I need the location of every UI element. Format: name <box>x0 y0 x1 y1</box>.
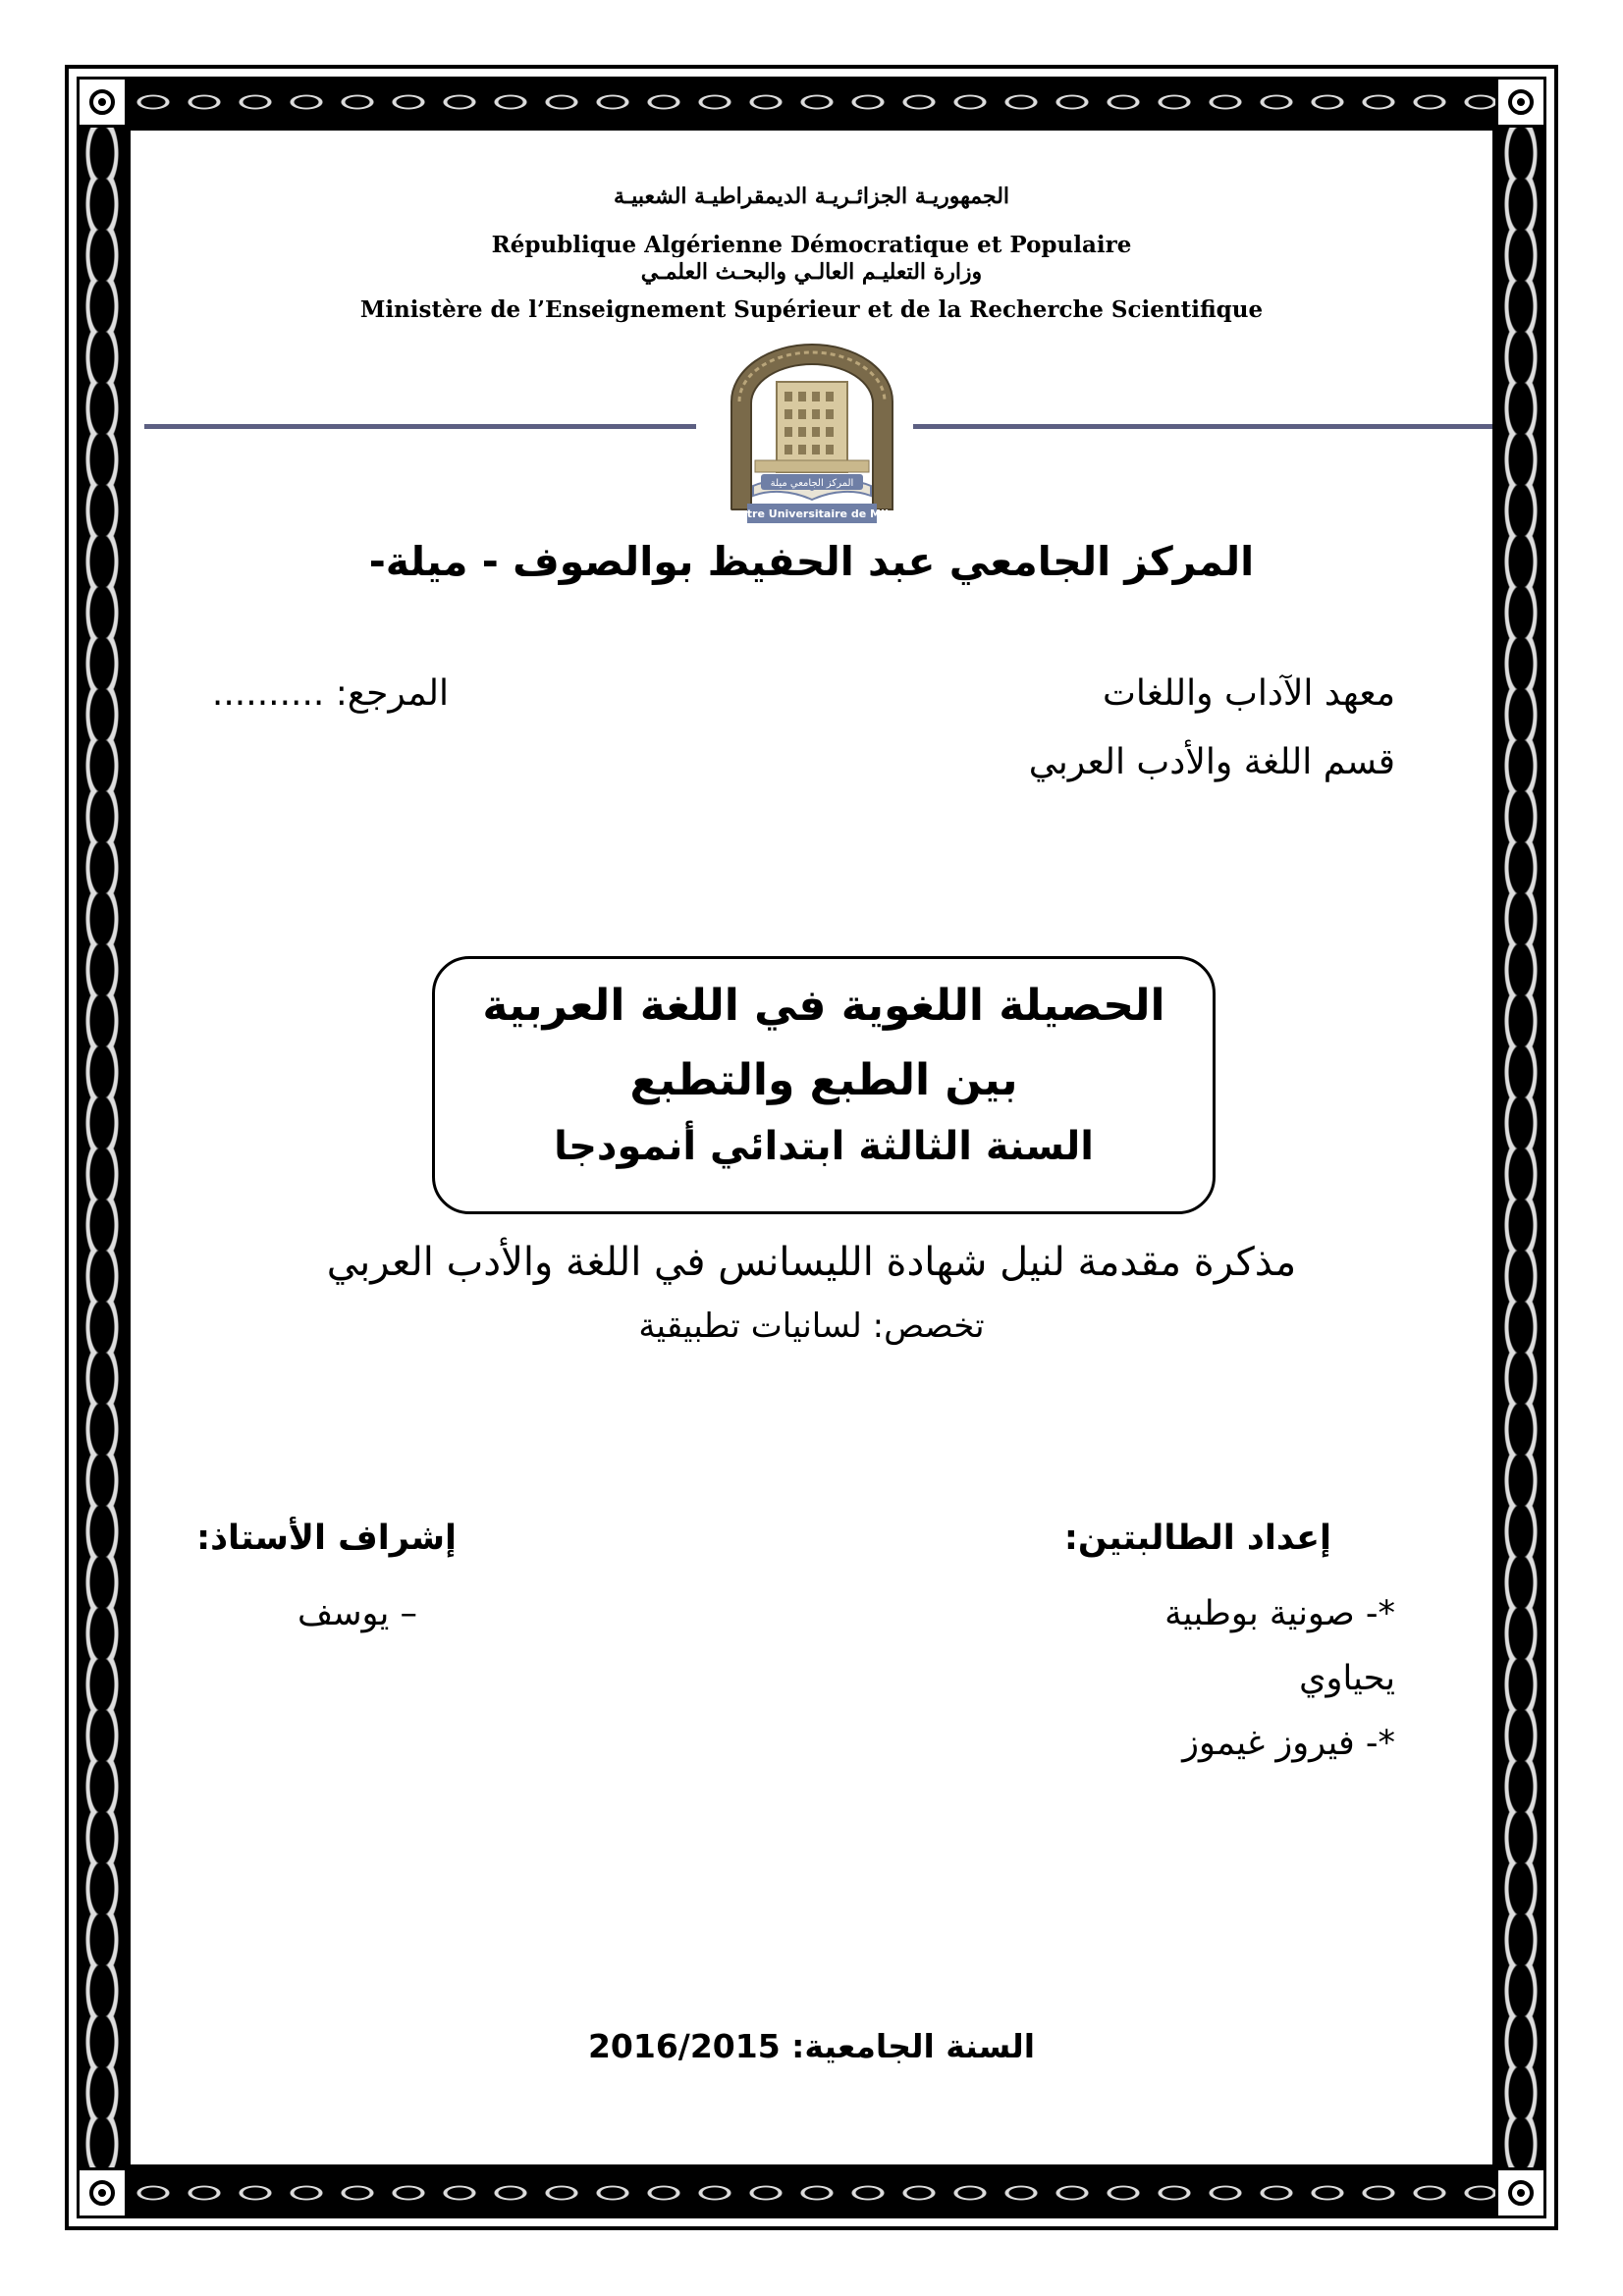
student-1-name: *- صونية بوطبية <box>1164 1594 1395 1633</box>
border-chain-bottom <box>77 2167 1546 2218</box>
svg-text:Centre Universitaire de MILA: Centre Universitaire de MILA <box>724 507 900 520</box>
corner-ornament-top-right <box>1495 77 1546 128</box>
thesis-title-line-2: بين الطبع والتطبع <box>629 1055 1018 1105</box>
specialization: تخصص: لسانيات تطبيقية <box>638 1307 985 1346</box>
supervisor-first-name: – يوسف <box>297 1594 417 1633</box>
border-chain-right <box>1495 77 1546 2218</box>
student-2-name: *- فيروز غيموز <box>1182 1724 1395 1763</box>
corner-ornament-bottom-right <box>1495 2167 1546 2218</box>
border-chain-left <box>77 77 128 2218</box>
prepared-by-label: إعداد الطالبتين: <box>1063 1519 1331 1558</box>
university-name: المركز الجامعي عبد الحفيظ بوالصوف - ميلة- <box>368 538 1255 585</box>
header-divider-left <box>144 424 696 429</box>
institute-name: معهد الآداب واللغات <box>1103 673 1395 714</box>
republic-name-french: République Algérienne Démocratique et Populaire <box>491 232 1132 258</box>
header-divider-right <box>913 424 1492 429</box>
academic-year: السنة الجامعية: 2016/2015 <box>587 2027 1036 2065</box>
republic-name-arabic: الجمهوريـة الجزائـريـة الديمقراطيـة الشعبيـة <box>613 184 1010 209</box>
thesis-title-box <box>432 956 1216 1214</box>
ministry-name-french: Ministère de l’Enseignement Supérieur et de la Recherche Scientifique <box>359 296 1264 323</box>
supervision-label: إشراف الأستاذ: <box>196 1519 457 1558</box>
corner-ornament-bottom-left <box>77 2167 128 2218</box>
thesis-title-line-1: الحصيلة اللغوية في اللغة العربية <box>482 981 1165 1031</box>
corner-ornament-top-left <box>77 77 128 128</box>
svg-text:المركز الجامعي ميلة: المركز الجامعي ميلة <box>770 478 854 489</box>
reference-number: المرجع: .......... <box>211 673 449 714</box>
university-logo <box>718 343 906 527</box>
ministry-name-arabic: وزارة التعليـم العالـي والبحـث العلمـي <box>640 259 983 285</box>
supervisor-last-name: يحياوي <box>1299 1659 1395 1698</box>
thesis-title-line-3: السنة الثالثة ابتدائي أنمودجا <box>554 1124 1094 1169</box>
department-name: قسم اللغة والأدب العربي <box>1028 742 1395 782</box>
memo-description: مذكرة مقدمة لنيل شهادة الليسانس في اللغة والأدب العربي <box>326 1240 1297 1285</box>
border-chain-top <box>77 77 1546 128</box>
